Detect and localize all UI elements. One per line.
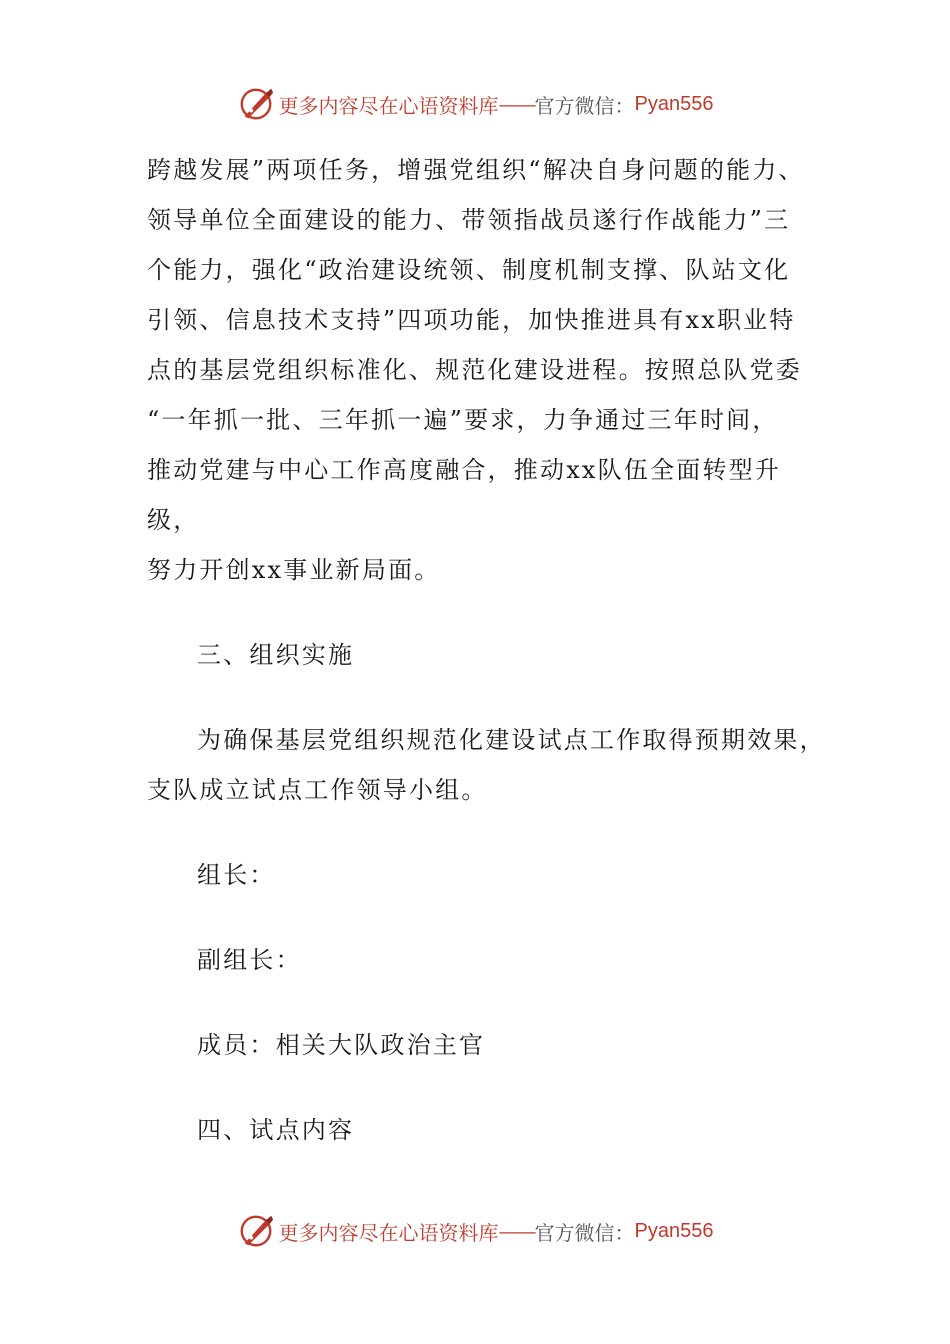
text-line: 个能力，强化“政治建设统领、制度机制支撑、队站文化 [147,256,791,284]
text-line: 努力开创xx事业新局面。 [147,556,441,584]
deputy-leader-line: 副组长： [197,946,302,974]
footer-separator: —— [498,1219,535,1243]
header-banner [0,84,950,124]
leader-line: 组长： [197,861,276,889]
pen-nib-logo-icon [237,85,275,123]
text-line: “一年抓一批、三年抓一遍”要求，力争通过三年时间， [147,406,779,434]
footer-brand-text: 更多内容尽在心语资料库 [278,1220,499,1245]
paragraph-organization [147,715,827,815]
pen-nib-logo-icon [237,1212,275,1250]
text-line: 跨越发展”两项任务，增强党组织“解决自身问题的能力、 [147,156,805,184]
header-wechat-label: 官方微信： [534,93,635,118]
text-line: 领导单位全面建设的能力、带领指战员遂行作战能力”三 [147,206,791,234]
document-body [147,145,827,1155]
text-line: 推动党建与中心工作高度融合，推动xx队伍全面转型升级， [147,456,782,534]
footer-wechat-label: 官方微信： [534,1220,635,1245]
text-line: 点的基层党组织标准化、规范化建设进程。按照总队党委 [147,356,802,384]
header-separator: —— [498,92,535,116]
footer-banner [0,1211,950,1251]
header-brand-text: 更多内容尽在心语资料库 [278,93,499,118]
paragraph-continuation [147,145,827,595]
section-heading-3: 三、组织实施 [197,641,355,669]
section-heading-4: 四、试点内容 [197,1116,355,1144]
members-line: 成员：相关大队政治主官 [197,1031,486,1059]
header-wechat-id: Pyan556 [634,92,714,115]
text-line: 支队成立试点工作领导小组。 [147,776,488,804]
text-line: 引领、信息技术支持”四项功能，加快推进具有xx职业特 [147,306,796,334]
text-line: 为确保基层党组织规范化建设试点工作取得预期效果， [197,726,826,754]
footer-wechat-id: Pyan556 [634,1219,714,1242]
